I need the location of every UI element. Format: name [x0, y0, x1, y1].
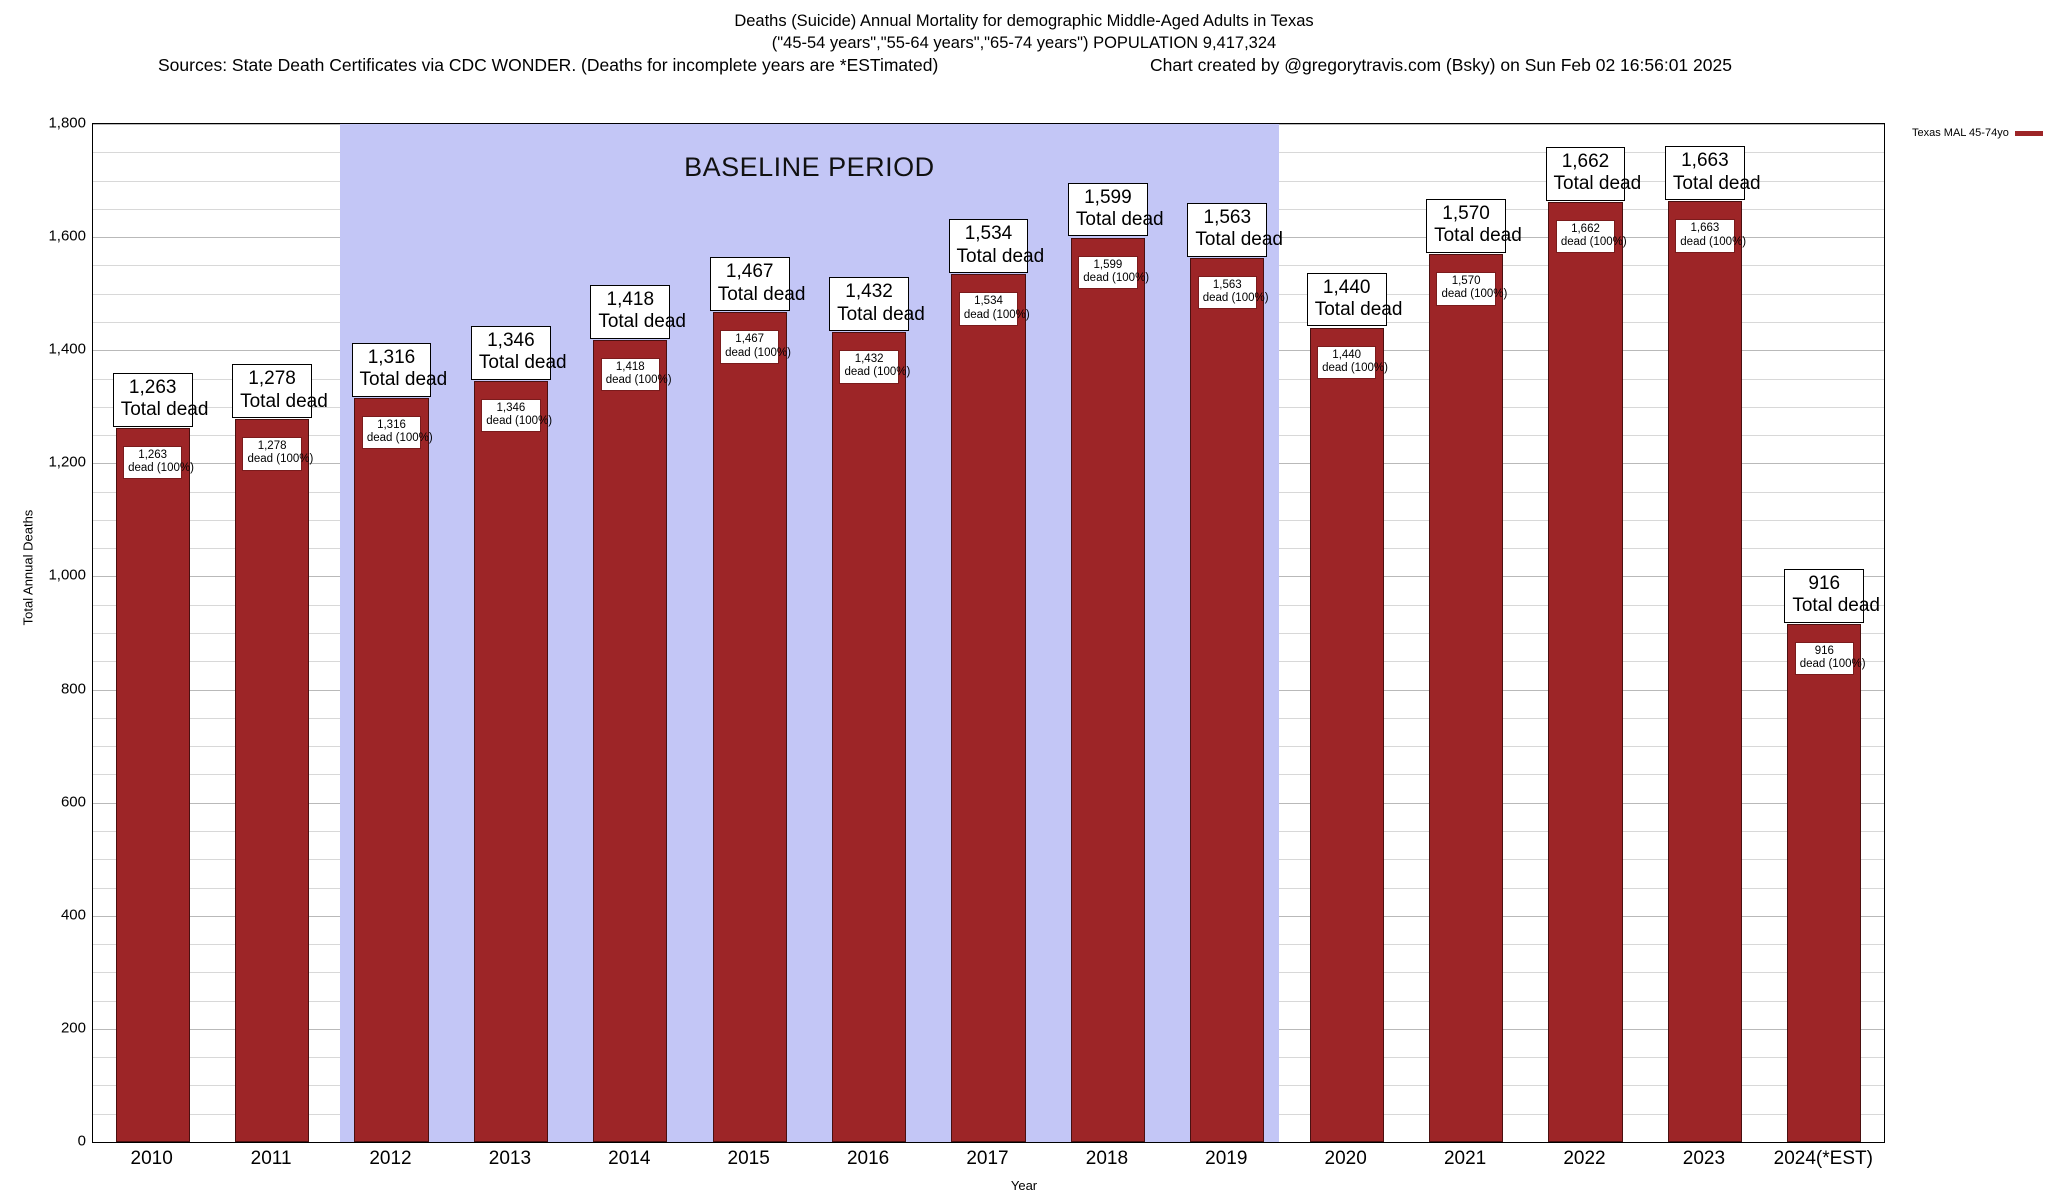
baseline-period-label: BASELINE PERIOD	[684, 152, 935, 182]
bar-2024(*EST)	[1787, 624, 1861, 1142]
y-tick-label: 1,200	[48, 453, 86, 471]
x-tick-label-2010: 2010	[130, 1148, 173, 1169]
x-tick-label-2023: 2023	[1682, 1148, 1726, 1169]
bar-total-label-2011: 1,278 Total dead	[232, 364, 312, 418]
y-tick-label: 800	[60, 680, 86, 698]
y-tick-label: 1,000	[48, 566, 86, 584]
bar-total-label-2019: 1,563 Total dead	[1187, 203, 1267, 257]
x-axis-title: Year	[1010, 1178, 1038, 1193]
y-tick-label: 400	[60, 906, 86, 924]
bar-inner-value-2012: 1,316 dead (100%)	[362, 416, 421, 449]
x-tick-label-2015: 2015	[727, 1148, 770, 1169]
bar-total-label-2016: 1,432 Total dead	[829, 277, 909, 331]
bar-total-label-2020: 1,440 Total dead	[1307, 273, 1387, 327]
x-tick-label-2011: 2011	[250, 1148, 292, 1169]
chart-title-line1: Deaths (Suicide) Annual Mortality for demographic Middle-Aged Adults in Texas	[734, 12, 1314, 30]
bar-inner-value-2017: 1,534 dead (100%)	[959, 292, 1018, 325]
bar-2012	[354, 398, 428, 1142]
legend-label: Texas MAL 45-74yo	[1912, 127, 2009, 140]
plot-area	[92, 123, 1885, 1143]
x-tick-label-2019: 2019	[1205, 1148, 1248, 1169]
bar-inner-value-2021: 1,570 dead (100%)	[1436, 272, 1495, 305]
legend	[1912, 127, 2043, 139]
bar-total-label-2018: 1,599 Total dead	[1068, 183, 1148, 237]
x-tick-label-2022: 2022	[1563, 1148, 1606, 1169]
y-tick-label: 200	[60, 1019, 86, 1037]
bar-total-label-2010: 1,263 Total dead	[113, 373, 193, 427]
x-tick-label-2016: 2016	[846, 1148, 890, 1169]
bar-total-label-2012: 1,316 Total dead	[352, 343, 432, 397]
bar-2019	[1190, 258, 1264, 1142]
bar-2011	[235, 419, 309, 1142]
x-tick-label-2020: 2020	[1324, 1148, 1367, 1169]
bar-2010	[116, 428, 190, 1142]
bar-total-label-2021: 1,570 Total dead	[1426, 199, 1506, 253]
x-axis	[92, 1148, 1885, 1174]
chart-sources-text: Sources: State Death Certificates via CDC WONDER. (Deaths for incomplete years are *ESTimated)	[158, 55, 939, 75]
bar-2020	[1310, 328, 1384, 1142]
bar-total-label-2024(*EST): 916 Total dead	[1784, 569, 1864, 623]
bar-total-label-2014: 1,418 Total dead	[590, 285, 670, 339]
bar-2014	[593, 340, 667, 1142]
bar-inner-value-2011: 1,278 dead (100%)	[242, 437, 301, 470]
y-tick-label: 0	[77, 1132, 86, 1150]
chart-title-line2: ("45-54 years","55-64 years","65-74 years") POPULATION 9,417,324	[771, 34, 1277, 53]
bar-2021	[1429, 254, 1503, 1142]
bar-2023	[1668, 201, 1742, 1142]
y-axis-title: Total Annual Deaths	[20, 509, 36, 626]
bar-inner-value-2014: 1,418 dead (100%)	[601, 358, 660, 391]
bar-inner-value-2013: 1,346 dead (100%)	[481, 399, 540, 432]
bar-2015	[713, 312, 787, 1142]
bar-inner-value-2023: 1,663 dead (100%)	[1675, 219, 1734, 252]
bar-2016	[832, 332, 906, 1142]
y-tick-label: 1,400	[48, 340, 86, 358]
bar-inner-value-2024(*EST): 916 dead (100%)	[1795, 642, 1854, 675]
bar-inner-value-2019: 1,563 dead (100%)	[1198, 276, 1257, 309]
legend-color-swatch	[2015, 131, 2043, 136]
bar-inner-value-2022: 1,662 dead (100%)	[1556, 220, 1615, 253]
bar-inner-value-2015: 1,467 dead (100%)	[720, 330, 779, 363]
bar-2018	[1071, 238, 1145, 1142]
bar-2013	[474, 381, 548, 1142]
y-tick-label: 1,600	[48, 227, 86, 245]
bar-inner-value-2018: 1,599 dead (100%)	[1078, 256, 1137, 289]
bar-total-label-2023: 1,663 Total dead	[1665, 146, 1745, 200]
x-tick-label-2024(*EST): 2024(*EST)	[1773, 1148, 1873, 1169]
x-tick-label-2018: 2018	[1085, 1148, 1129, 1169]
gridline	[93, 1142, 1884, 1143]
bar-total-label-2015: 1,467 Total dead	[710, 257, 790, 311]
x-tick-label-2021: 2021	[1443, 1148, 1487, 1169]
bar-inner-value-2016: 1,432 dead (100%)	[839, 350, 898, 383]
x-tick-label-2017: 2017	[966, 1148, 1009, 1169]
x-tick-label-2012: 2012	[369, 1148, 412, 1169]
chart-credit-text: Chart created by @gregorytravis.com (Bsky) on Sun Feb 02 16:56:01 2025	[1150, 55, 1732, 75]
y-tick-label: 1,800	[48, 114, 86, 132]
x-tick-label-2014: 2014	[608, 1148, 651, 1169]
chart-title-block	[0, 10, 2048, 55]
bar-2022	[1548, 202, 1622, 1142]
bar-inner-value-2020: 1,440 dead (100%)	[1317, 346, 1376, 379]
bar-total-label-2022: 1,662 Total dead	[1546, 147, 1626, 201]
y-tick-label: 600	[60, 793, 86, 811]
bar-2017	[951, 274, 1025, 1142]
x-tick-label-2013: 2013	[488, 1148, 532, 1169]
bar-total-label-2013: 1,346 Total dead	[471, 326, 551, 380]
bar-inner-value-2010: 1,263 dead (100%)	[123, 446, 182, 479]
bar-total-label-2017: 1,534 Total dead	[949, 219, 1029, 273]
